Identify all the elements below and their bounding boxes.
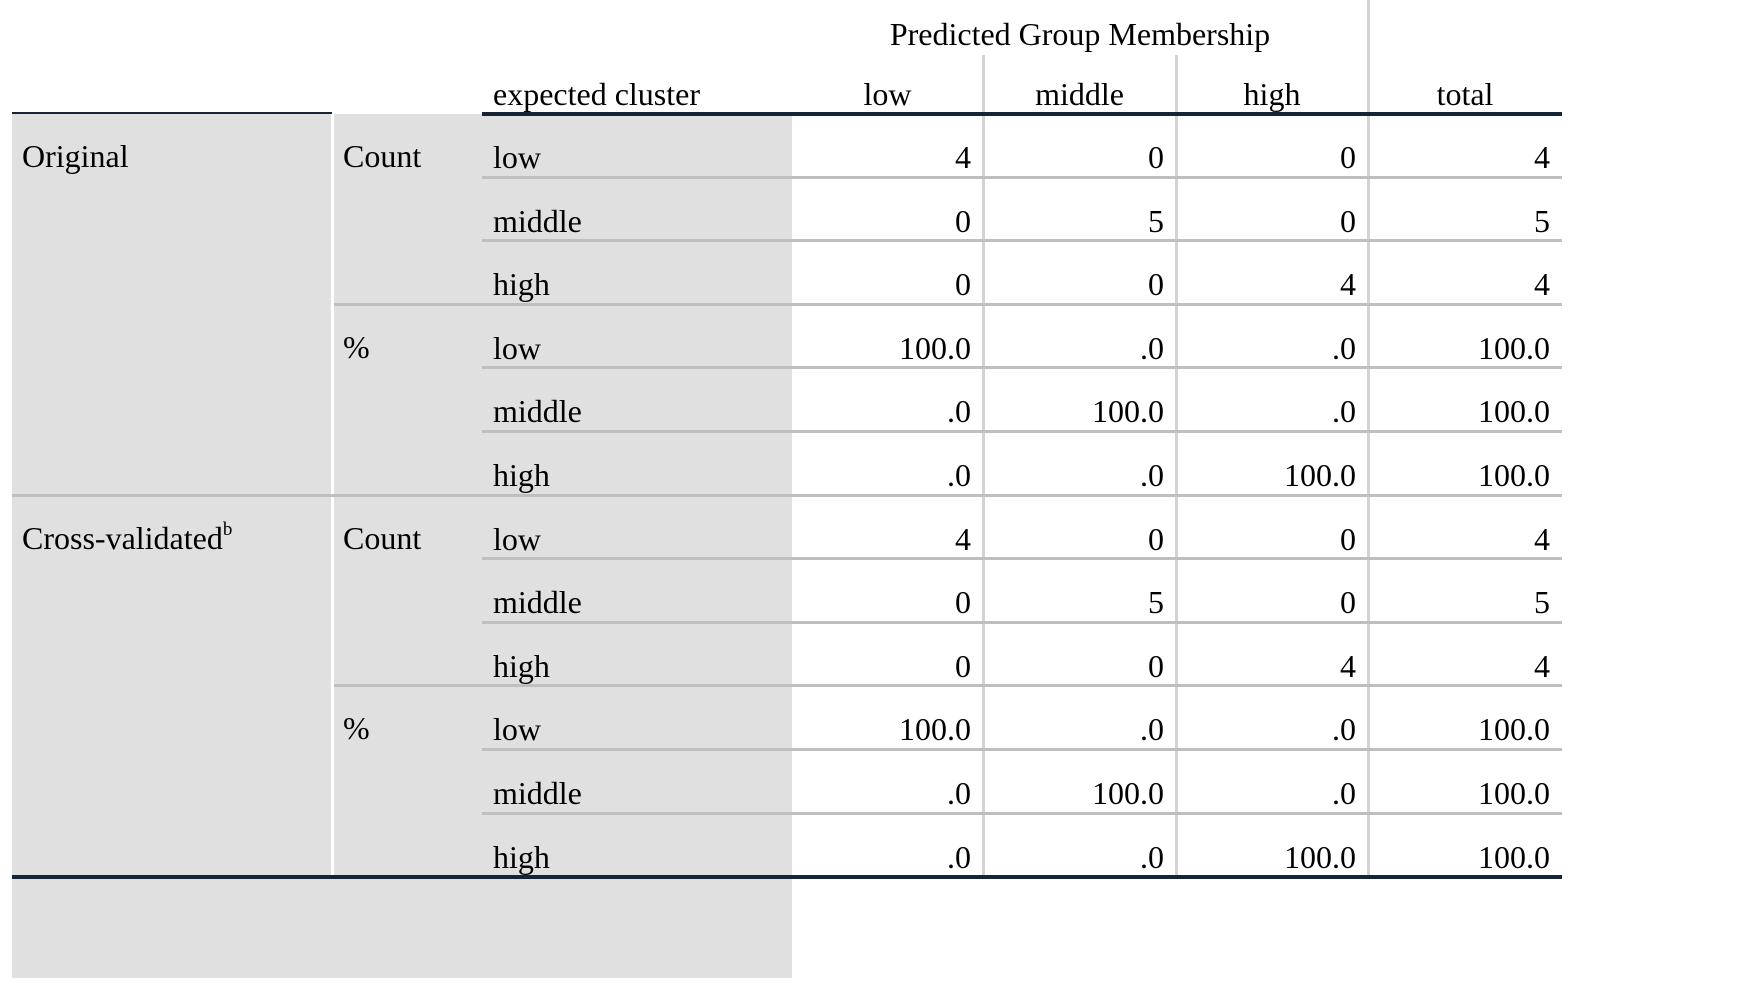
- data-cell: 0: [1340, 202, 1356, 239]
- row-rule: [482, 812, 1562, 815]
- data-cell: 0: [1148, 266, 1164, 303]
- data-cell: 5: [1148, 584, 1164, 621]
- row-label: high: [493, 838, 550, 875]
- data-cell: 100.0: [899, 711, 971, 748]
- data-cell: 100.0: [1478, 838, 1550, 875]
- data-cell: 100.0: [1478, 711, 1550, 748]
- row-rule: [482, 176, 1562, 179]
- section-label: [22, 518, 233, 556]
- data-cell: 100.0: [1478, 775, 1550, 811]
- data-cell: .0: [947, 393, 971, 430]
- data-cell: 4: [1340, 266, 1356, 303]
- block-rule: [334, 303, 1562, 306]
- data-cell: 5: [1148, 202, 1164, 239]
- data-cell: 4: [1534, 647, 1550, 684]
- data-cell: .0: [1140, 457, 1164, 493]
- measure-label: %: [343, 328, 370, 365]
- data-cell: .0: [1332, 393, 1356, 430]
- data-cell: 0: [1340, 139, 1356, 175]
- section-label-text: Cross-validated: [22, 519, 223, 556]
- data-cell: 4: [1534, 520, 1550, 557]
- data-cell: 4: [955, 520, 971, 557]
- row-rule: [482, 621, 1562, 624]
- row-label: middle: [493, 393, 582, 430]
- row-label: low: [493, 711, 541, 748]
- data-cell: 100.0: [899, 329, 971, 366]
- block-rule: [334, 684, 1562, 687]
- data-cell: .0: [1140, 711, 1164, 748]
- header-rule: [12, 112, 332, 114]
- row-label-header: expected cluster: [493, 76, 700, 112]
- row-label: high: [493, 457, 550, 493]
- data-cell: 100.0: [1478, 457, 1550, 493]
- row-label: high: [493, 266, 550, 303]
- data-cell: 0: [1148, 139, 1164, 175]
- row-rule: [482, 430, 1562, 433]
- data-cell: .0: [947, 457, 971, 493]
- data-cell: 5: [1534, 584, 1550, 621]
- column-header-low: low: [863, 76, 912, 112]
- data-cell: 0: [955, 584, 971, 621]
- row-label: middle: [493, 775, 582, 811]
- data-cell: 0: [1148, 647, 1164, 684]
- row-rule: [482, 239, 1562, 242]
- data-cell: 4: [1534, 139, 1550, 175]
- section-label-text: Original: [22, 138, 129, 174]
- data-cell: 100.0: [1284, 457, 1356, 493]
- data-cell: 0: [1340, 584, 1356, 621]
- row-label: low: [493, 139, 541, 175]
- column-header-high: high: [1243, 76, 1301, 112]
- header-rule: [482, 112, 1562, 116]
- row-rule: [482, 748, 1562, 751]
- row-label: low: [493, 329, 541, 366]
- data-cell: 0: [955, 266, 971, 303]
- data-cell: 100.0: [1478, 329, 1550, 366]
- data-cell: .0: [1140, 329, 1164, 366]
- data-cell: .0: [1332, 775, 1356, 811]
- data-cell: .0: [947, 838, 971, 875]
- data-cell: .0: [947, 775, 971, 811]
- data-cell: 0: [1148, 520, 1164, 557]
- section-label: [22, 140, 129, 172]
- data-cell: 4: [1340, 647, 1356, 684]
- row-rule: [482, 557, 1562, 560]
- section-rule: [12, 494, 1562, 497]
- row-label: low: [493, 520, 541, 557]
- measure-label: %: [343, 710, 370, 747]
- data-cell: .0: [1140, 838, 1164, 875]
- column-header-total: total: [1436, 76, 1494, 112]
- table-bottom-rule: [12, 875, 1562, 879]
- row-label: middle: [493, 584, 582, 621]
- data-cell: 0: [955, 202, 971, 239]
- data-cell: 0: [955, 647, 971, 684]
- group-title: Predicted Group Membership: [889, 16, 1271, 52]
- data-cell: 4: [1534, 266, 1550, 303]
- data-cell: .0: [1332, 711, 1356, 748]
- footnote-marker: b: [222, 518, 233, 540]
- column-header-middle: middle: [1035, 76, 1124, 112]
- row-label: middle: [493, 202, 582, 239]
- data-cell: 0: [1340, 520, 1356, 557]
- data-cell: 100.0: [1092, 775, 1164, 811]
- data-cell: .0: [1332, 329, 1356, 366]
- data-cell: 100.0: [1478, 393, 1550, 430]
- row-rule: [482, 366, 1562, 369]
- data-cell: 100.0: [1092, 393, 1164, 430]
- measure-label: Count: [343, 519, 422, 556]
- measure-label: Count: [343, 138, 422, 174]
- row-label: high: [493, 647, 550, 684]
- data-cell: 100.0: [1284, 838, 1356, 875]
- data-cell: 4: [955, 139, 971, 175]
- data-cell: 5: [1534, 202, 1550, 239]
